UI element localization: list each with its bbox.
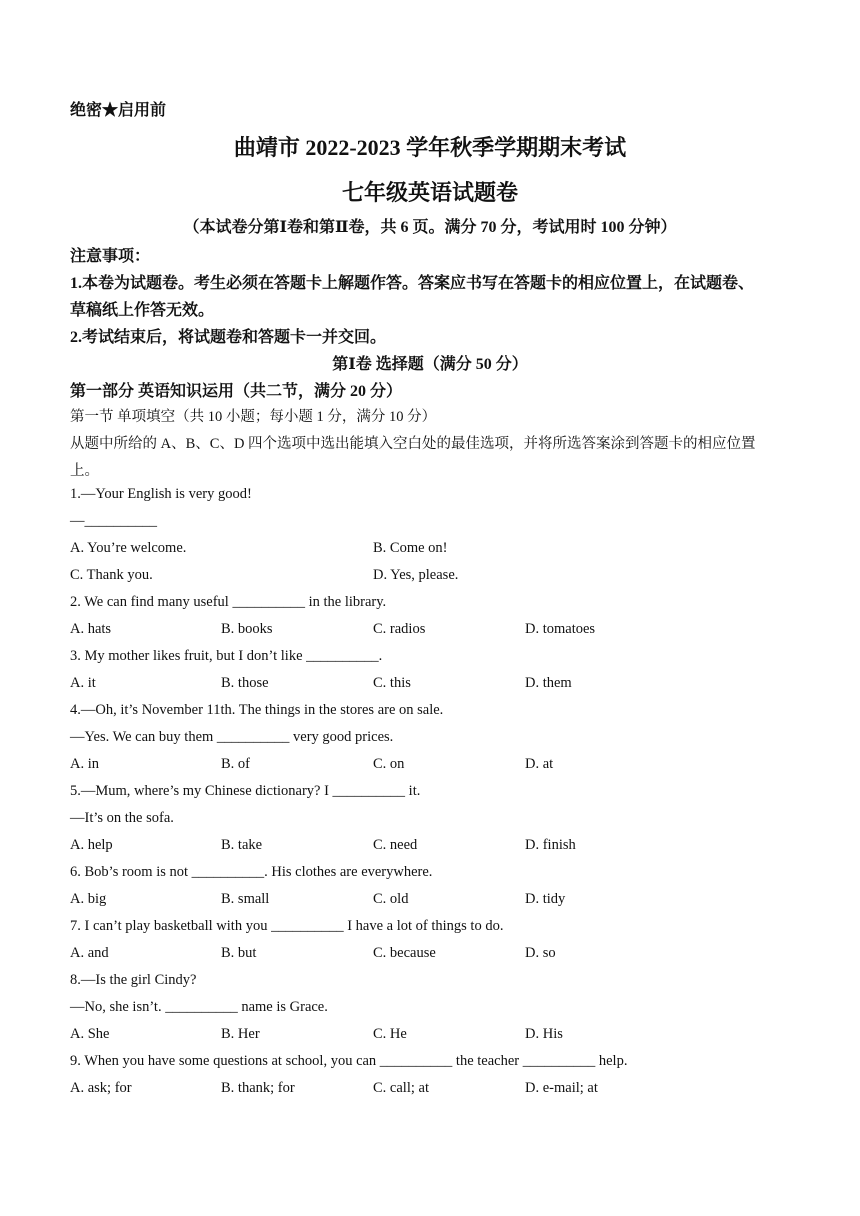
question-9-stem: 9. When you have some questions at school, you can __________ the teacher __________ help. — [70, 1053, 628, 1069]
option-b: B. Her — [221, 1026, 260, 1042]
question-8-stem: 8.—Is the girl Cindy? — [70, 972, 197, 988]
option-d: D. them — [525, 675, 572, 691]
option-d: D. tomatoes — [525, 621, 596, 637]
notice-item-1: 1.本卷为试题卷。考生必须在答题卡上解题作答。答案应书写在答题卡的相应位置上，在试题卷、 — [70, 275, 755, 292]
option-a: A. hats — [70, 621, 112, 637]
option-c: C. need — [373, 837, 418, 853]
option-c: C. this — [373, 675, 411, 691]
option-c: C. because — [373, 945, 436, 961]
question-5-reply: —It’s on the sofa. — [70, 810, 174, 826]
option-b: B. thank; for — [221, 1080, 295, 1096]
option-a: A. in — [70, 756, 99, 772]
confidential-mark: 绝密★启用前 — [70, 102, 167, 119]
question-3-stem: 3. My mother likes fruit, but I don’t like __________. — [70, 648, 383, 664]
option-a: A. help — [70, 837, 113, 853]
exam-title: 曲靖市 2022-2023 学年秋季学期期末考试 — [233, 135, 627, 160]
option-a: A. She — [70, 1026, 110, 1042]
question-4-reply: —Yes. We can buy them __________ very good prices. — [70, 729, 394, 745]
option-c: C. old — [373, 891, 409, 907]
volume-title: 第Ⅰ卷 选择题（满分 50 分） — [332, 356, 528, 373]
option-b: B. of — [221, 756, 250, 772]
option-c: C. He — [373, 1026, 407, 1042]
option-c: C. Thank you. — [70, 567, 153, 583]
notice-item-2: 2.考试结束后，将试题卷和答题卡一并交回。 — [70, 329, 387, 346]
question-4-stem: 4.—Oh, it’s November 11th. The things in the stores are on sale. — [70, 702, 444, 718]
option-b: B. small — [221, 891, 270, 907]
option-a: A. ask; for — [70, 1080, 132, 1096]
question-2-stem: 2. We can find many useful __________ in the library. — [70, 594, 387, 610]
question-6-stem: 6. Bob’s room is not __________. His clothes are everywhere. — [70, 864, 433, 880]
question-8-reply: —No, she isn’t. __________ name is Grace. — [70, 999, 328, 1015]
option-c: C. call; at — [373, 1080, 429, 1096]
option-d: D. so — [525, 945, 556, 961]
option-b: B. take — [221, 837, 263, 853]
option-d: D. at — [525, 756, 554, 772]
part-title: 第一部分 英语知识运用（共二节，满分 20 分） — [70, 383, 403, 400]
option-c: C. on — [373, 756, 405, 772]
question-1-reply: —__________ — [70, 513, 157, 529]
option-c: C. radios — [373, 621, 426, 637]
option-a: A. it — [70, 675, 96, 691]
option-a: A. big — [70, 891, 107, 907]
option-b: B. Come on! — [373, 540, 448, 556]
option-b: B. but — [221, 945, 257, 961]
question-5-stem: 5.—Mum, where’s my Chinese dictionary? I __________ it. — [70, 783, 421, 799]
option-d: D. e-mail; at — [525, 1080, 598, 1096]
notice-item-1-cont: 草稿纸上作答无效。 — [70, 302, 215, 319]
option-d: D. His — [525, 1026, 563, 1042]
option-b: B. those — [221, 675, 269, 691]
option-d: D. finish — [525, 837, 576, 853]
question-1-stem: 1.—Your English is very good! — [70, 486, 252, 502]
question-7-stem: 7. I can’t play basketball with you __________ I have a lot of things to do. — [70, 918, 504, 934]
notice-heading: 注意事项： — [70, 248, 151, 265]
subsection-title: 第一节 单项填空（共 10 小题；每小题 1 分，满分 10 分） — [70, 409, 437, 425]
option-d: D. Yes, please. — [373, 567, 459, 583]
instruction-cont: 上。 — [70, 463, 99, 479]
option-a: A. You’re welcome. — [70, 540, 187, 556]
option-a: A. and — [70, 945, 109, 961]
exam-subject-title: 七年级英语试题卷 — [341, 180, 518, 205]
instruction: 从题中所给的 A、B、C、D 四个选项中选出能填入空白处的最佳选项，并将所选答案涂到答题卡的相应位置 — [70, 436, 756, 452]
option-d: D. tidy — [525, 891, 566, 907]
option-b: B. books — [221, 621, 273, 637]
exam-info-note: （本试卷分第Ⅰ卷和第Ⅱ卷，共 6 页。满分 70 分，考试用时 100 分钟） — [183, 219, 677, 236]
